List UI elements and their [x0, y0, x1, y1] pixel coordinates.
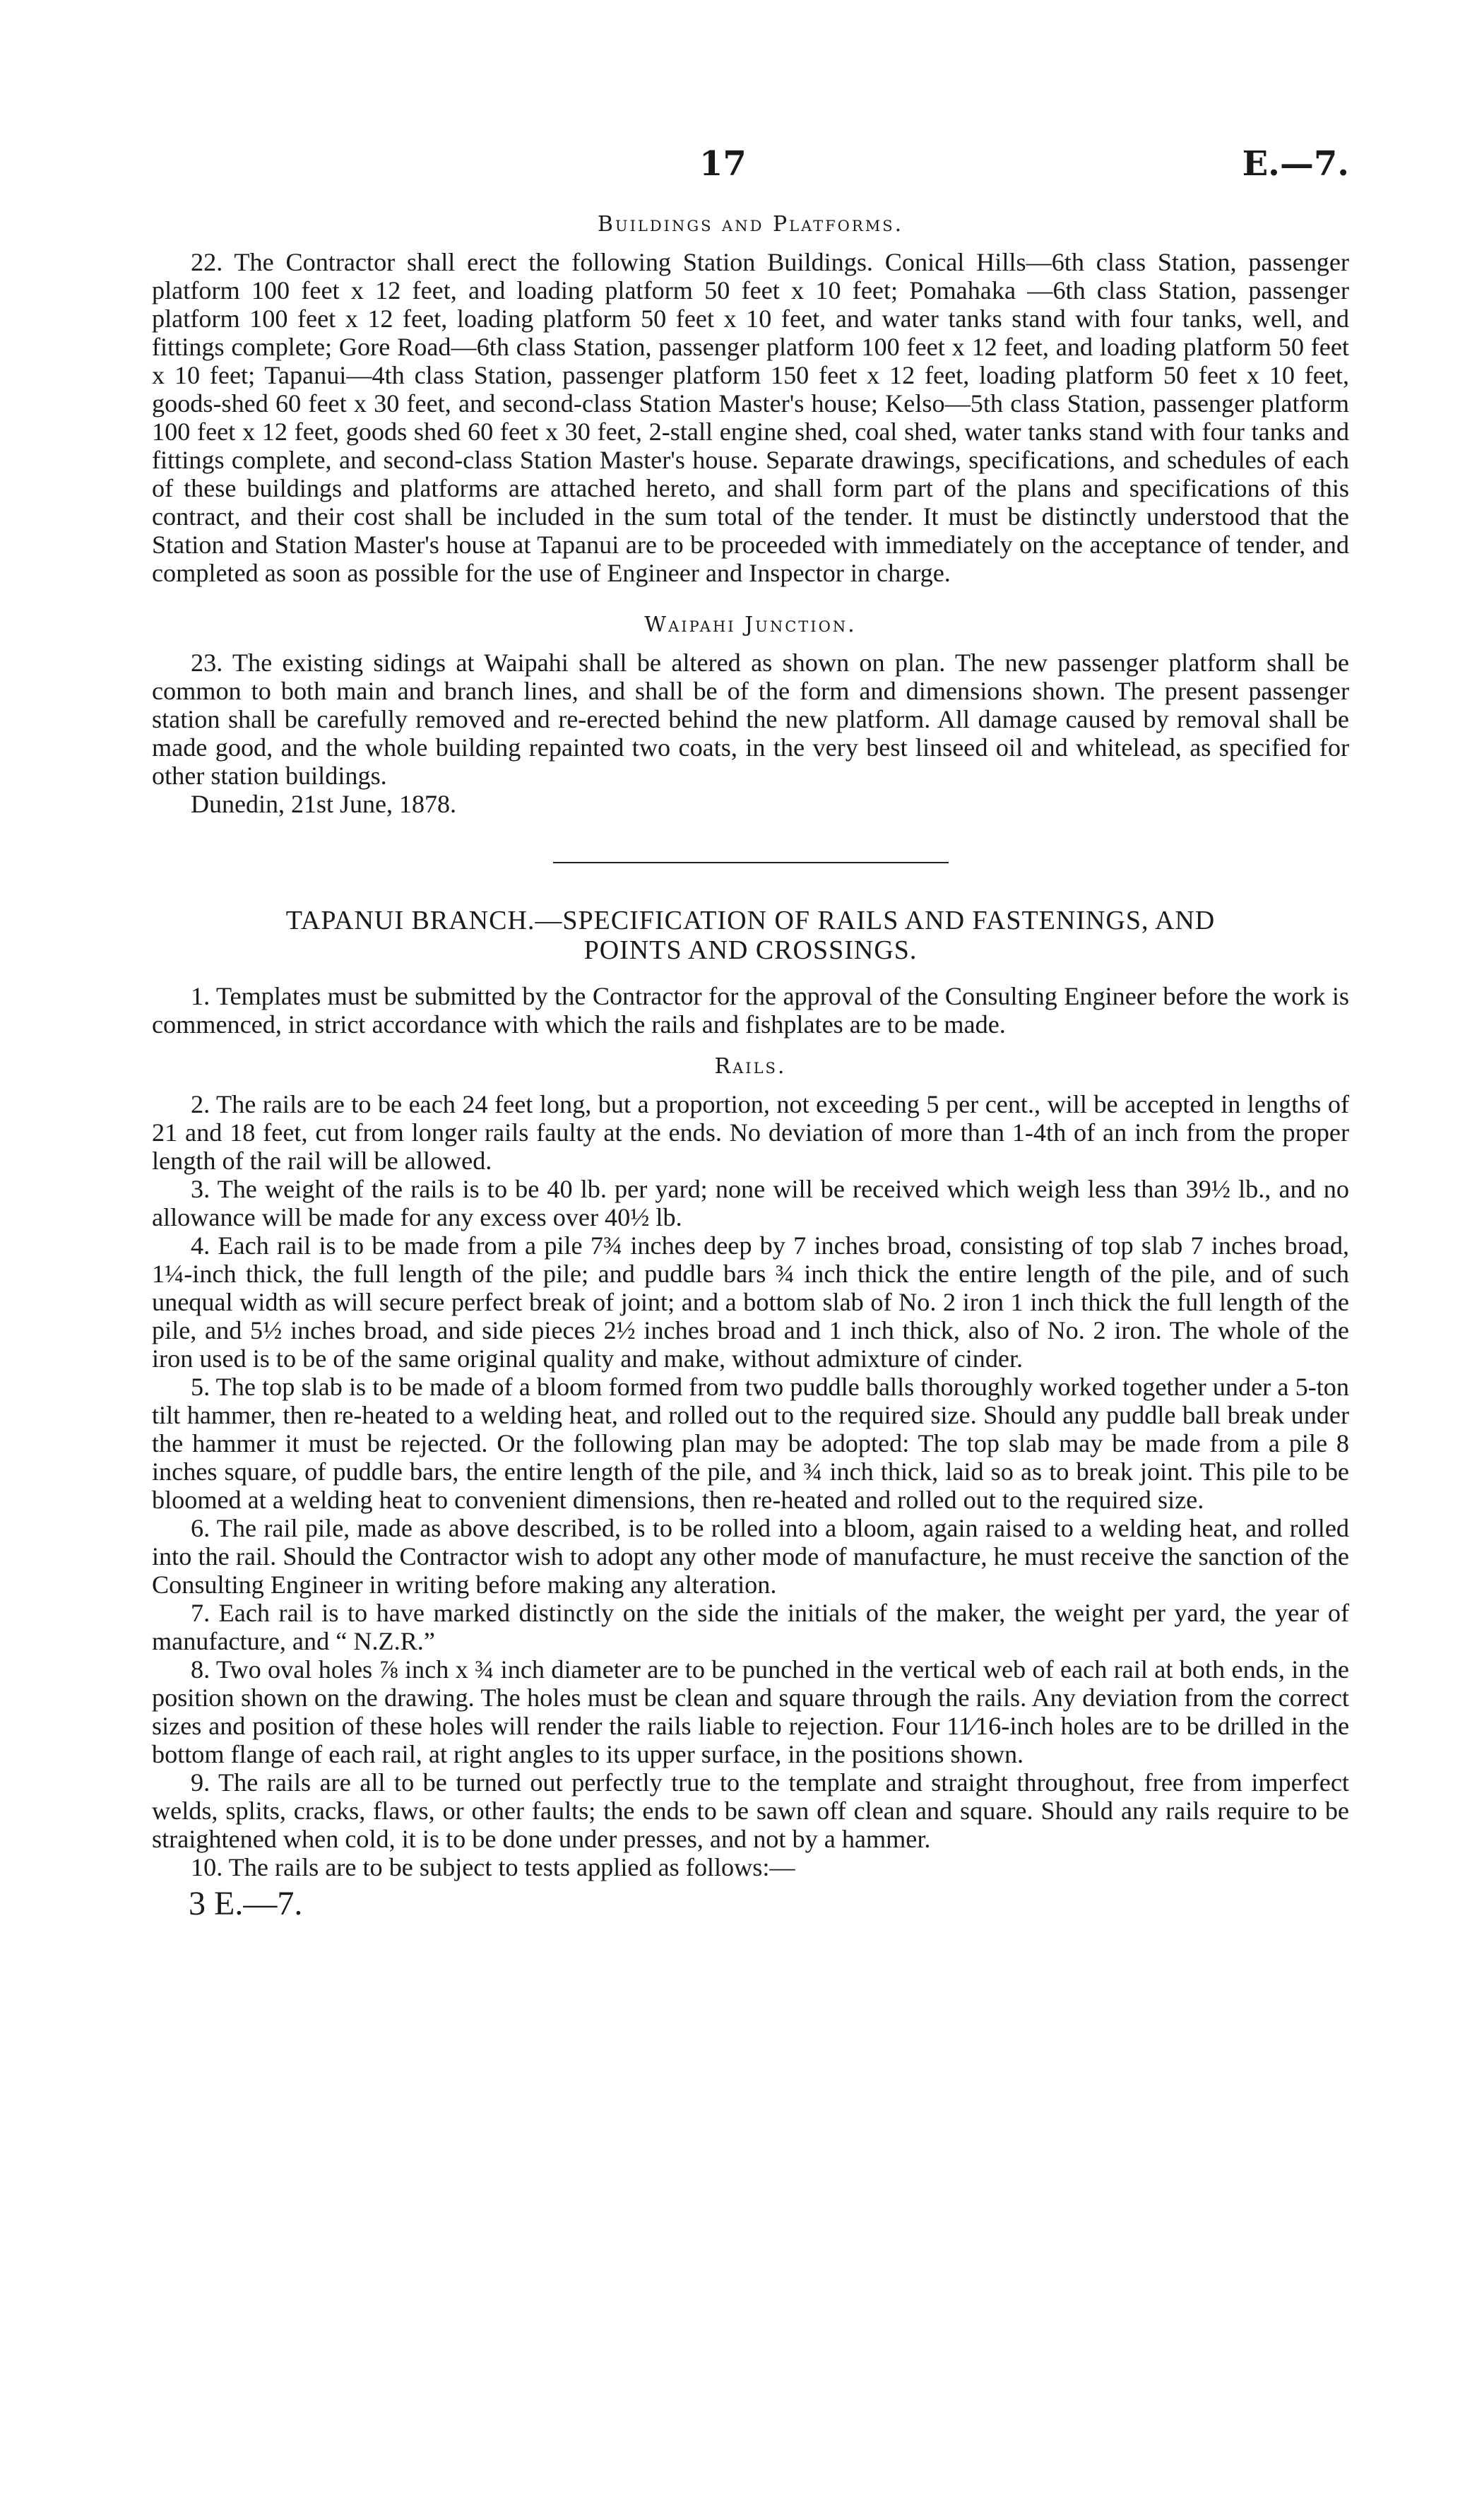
section-heading-buildings: Buildings and Platforms.	[597, 212, 904, 237]
paragraph-2: 2. The rails are to be each 24 feet long, but a proportion, not exceeding 5 per cent., will be accepted in lengths of 21 and 18 feet, cut from longer rails faulty at the ends. No deviation of more than 1-4th of an inch from the proper length of the rail will be allowed.	[152, 1090, 1349, 1175]
paragraph-7: 7. Each rail is to have marked distinctly on the side the initials of the maker, the weight per yard, the year of manufacture, and “ N.Z.R.”	[152, 1599, 1349, 1655]
paragraph-5: 5. The top slab is to be made of a bloom formed from two puddle balls thoroughly worked together under a 5-ton tilt hammer, then re-heated to a welding heat, and rolled out to the required size. Should any puddle ball break under the hammer it must be rejected. Or the following plan may be adopted: The top slab may be made from a pile 8 inches square, of puddle bars, the entire length of the pile, and ¾ inch thick, laid so as to break joint. This pile to be bloomed at a welding heat to convenient dimensions, then re-heated and rolled out to the required size.	[152, 1373, 1349, 1514]
place-date-line: Dunedin, 21st June, 1878.	[191, 790, 456, 818]
paragraph-6: 6. The rail pile, made as above described, is to be rolled into a bloom, again raised to a welding heat, and rolled into the rail. Should the Contractor wish to adopt any other mode of manufacture, he must receive the sanction of the Consulting Engineer in writing before making any alteration.	[152, 1514, 1349, 1599]
specification-title-line-1: TAPANUI BRANCH.—SPECIFICATION OF RAILS AND FASTENINGS, AND	[285, 906, 1216, 935]
paragraph-3: 3. The weight of the rails is to be 40 lb. per yard; none will be received which weigh less than 39½ lb., and no allowance will be made for any excess over 40½ lb.	[152, 1175, 1349, 1231]
page-header	[152, 144, 1349, 201]
specification-title	[152, 906, 1349, 965]
paragraph-1: 1. Templates must be submitted by the Contractor for the approval of the Consulting Engineer before the work is commenced, in strict accordance with which the rails and fishplates are to be made.	[152, 982, 1349, 1039]
section-heading-waipahi: Waipahi Junction.	[644, 613, 857, 637]
page-number: 17	[699, 144, 747, 184]
section-heading-rails: Rails.	[714, 1054, 787, 1079]
signature-mark: 3 E.—7.	[189, 1885, 303, 1922]
paragraph-23: 23. The existing sidings at Waipahi shall be altered as shown on plan. The new passenger platform shall be common to both main and branch lines, and shall be of the form and dimensions shown. The present passenger station shall be carefully removed and re-erected behind the new platform. All damage caused by removal shall be made good, and the whole building repainted two coats, in the very best linseed oil and whitelead, as specified for other station buildings.	[152, 649, 1349, 790]
page-content	[152, 212, 1349, 1922]
specification-title-line-2: POINTS AND CROSSINGS.	[583, 935, 918, 965]
paragraph-9: 9. The rails are all to be turned out perfectly true to the template and straight throughout, free from imperfect welds, splits, cracks, flaws, or other faults; the ends to be sawn off clean and square. Should any rails require to be straightened when cold, it is to be done under presses, and not by a hammer.	[152, 1768, 1349, 1853]
section-divider	[553, 862, 949, 863]
paragraph-22: 22. The Contractor shall erect the following Station Buildings. Conical Hills—6th class Station, passenger platform 100 feet x 12 feet, and loading platform 50 feet x 10 feet; Pomahaka —6th class Station, passenger platform 100 feet x 12 feet, loading platform 50 feet x 10 feet, and water tanks stand with four tanks, well, and fittings complete; Gore Road—6th class Station, passenger platform 100 feet x 12 feet, and loading platform 50 feet x 10 feet; Tapanui—4th class Station, passenger platform 150 feet x 12 feet, loading platform 50 feet x 10 feet, goods-shed 60 feet x 30 feet, and second-class Station Master's house; Kelso—5th class Station, passenger platform 100 feet x 12 feet, goods shed 60 feet x 30 feet, 2-stall engine shed, coal shed, water tanks stand with four tanks and fittings complete, and second-class Station Master's house. Separate drawings, specifications, and schedules of each of these buildings and platforms are attached hereto, and shall form part of the plans and specifications of this contract, and their cost shall be included in the sum total of the tender. It must be distinctly understood that the Station and Station Master's house at Tapanui are to be proceeded with immediately on the acceptance of tender, and completed as soon as possible for the use of Engineer and Inspector in charge.	[152, 248, 1349, 587]
paragraph-4: 4. Each rail is to be made from a pile 7¾ inches deep by 7 inches broad, consisting of top slab 7 inches broad, 1¼-inch thick, the full length of the pile; and puddle bars ¾ inch thick the entire length of the pile, and of such unequal width as will secure perfect break of joint; and a bottom slab of No. 2 iron 1 inch thick the full length of the pile, and 5½ inches broad, and side pieces 2½ inches broad and 1 inch thick, also of No. 2 iron. The whole of the iron used is to be of the same original quality and make, without admixture of cinder.	[152, 1231, 1349, 1373]
paragraph-10: 10. The rails are to be subject to tests applied as follows:—	[191, 1853, 795, 1881]
document-reference: E.—7.	[1242, 144, 1349, 184]
paragraph-8: 8. Two oval holes ⅞ inch x ¾ inch diameter are to be punched in the vertical web of each rail at both ends, in the position shown on the drawing. The holes must be clean and square through the rails. Any deviation from the correct sizes and position of these holes will render the rails liable to rejection. Four 11⁄16-inch holes are to be drilled in the bottom flange of each rail, at right angles to its upper surface, in the positions shown.	[152, 1655, 1349, 1768]
